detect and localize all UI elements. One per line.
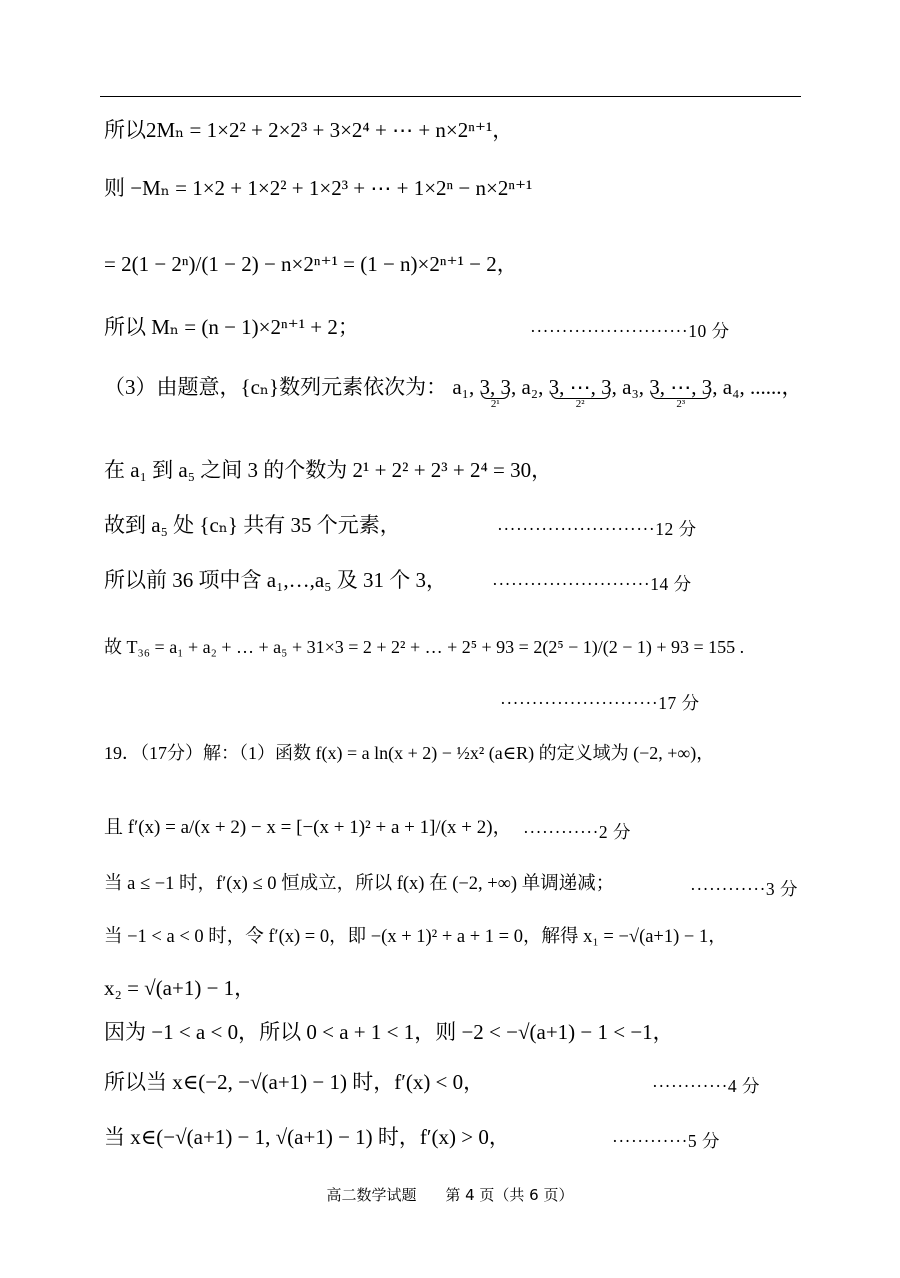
score-12: ·························12 分 [497, 519, 697, 539]
score-2: ············2 分 [523, 822, 632, 842]
line-part3 [104, 375, 803, 410]
line-interval-2: 当 x∈(−√(a+1) − 1, √(a+1) − 1) 时，f′(x) > 0， [104, 1125, 510, 1149]
line-simplify: = 2(1 − 2ⁿ)/(1 − 2) − n×2ⁿ⁺¹ = (1 − n)×2ⁿ⁺¹ − 2， [104, 252, 518, 276]
line-35-elements: 故到 a₅ 处 {cₙ} 共有 35 个元素， [104, 513, 401, 537]
seq-a1: a₁, [452, 375, 480, 399]
line-case-neg1-a-0: 当 −1 < a < 0 时，令 f′(x) = 0，即 −(x + 1)² + a + 1 = 0，解得 x₁ = −√(a+1) − 1， [104, 927, 727, 947]
footer-subject: 高二数学试题 [326, 1186, 417, 1204]
score-4: ············4 分 [652, 1076, 761, 1096]
group-1 [479, 375, 511, 410]
line-t36: 故 T₃₆ = a₁ + a₂ + … + a₅ + 31×3 = 2 + 2² + … + 2⁵ + 93 = 2(2⁵ − 1)/(2 − 1) + 93 = 155 . [104, 637, 745, 657]
page-footer [0, 1184, 900, 1205]
line-2mn: 所以2Mₙ = 1×2² + 2×2³ + 3×2⁴ + ⋯ + n×2ⁿ⁺¹， [104, 118, 514, 142]
line-mn-result: 所以 Mₙ = (n − 1)×2ⁿ⁺¹ + 2； [104, 315, 359, 339]
line-derivative: 且 f′(x) = a/(x + 2) − x = [−(x + 1)² + a + 1]/(x + 2)， [104, 817, 512, 838]
score-5: ············5 分 [612, 1131, 721, 1151]
line-x2: x₂ = √(a+1) − 1， [104, 976, 256, 1000]
footer-page-number: 第 4 页（共 6 页） [445, 1186, 574, 1204]
part3-intro: （3）由题意，{cₙ}数列元素依次为： [104, 375, 448, 399]
line-case-a-le-neg1: 当 a ≤ −1 时，f′(x) ≤ 0 恒成立，所以 f(x) 在 (−2, +∞) 单调递减； [104, 874, 615, 894]
score-17: ·························17 分 [500, 693, 700, 713]
seq-a2: , a₂, [510, 375, 549, 399]
line-first-36: 所以前 36 项中含 a₁,…,a₅ 及 31 个 3， [104, 568, 448, 592]
group-2 [548, 375, 612, 410]
group-1-terms: 3, 3 [479, 375, 511, 399]
line-neg-mn: 则 −Mₙ = 1×2 + 1×2² + 1×2³ + ⋯ + 1×2ⁿ − n×2ⁿ⁺¹ [104, 176, 533, 200]
line-count-3: 在 a₁ 到 a₅ 之间 3 的个数为 2¹ + 2² + 2³ + 2⁴ = 30， [104, 458, 553, 482]
line-q19: 19．（17分）解：（1）函数 f(x) = a ln(x + 2) − ½x² (a∈R) 的定义域为 (−2, +∞)， [104, 743, 715, 763]
group-2-count: 2² [549, 399, 612, 410]
header-rule [100, 96, 801, 97]
seq-a4: , a₄, ......， [712, 375, 803, 399]
score-14: ·························14 分 [492, 574, 692, 594]
group-2-terms: 3, ⋯, 3 [548, 375, 612, 399]
group-3-count: 2³ [649, 399, 712, 410]
group-3 [649, 375, 713, 410]
score-3: ············3 分 [690, 879, 799, 899]
line-interval-1: 所以当 x∈(−2, −√(a+1) − 1) 时，f′(x) < 0， [104, 1070, 485, 1094]
score-10: ·························10 分 [530, 321, 730, 341]
group-3-terms: 3, ⋯, 3 [649, 375, 713, 399]
group-1-count: 2¹ [479, 399, 511, 410]
line-because: 因为 −1 < a < 0，所以 0 < a + 1 < 1，则 −2 < −√(a+1) − 1 < −1， [104, 1020, 674, 1044]
seq-a3: , a₃, [611, 375, 650, 399]
